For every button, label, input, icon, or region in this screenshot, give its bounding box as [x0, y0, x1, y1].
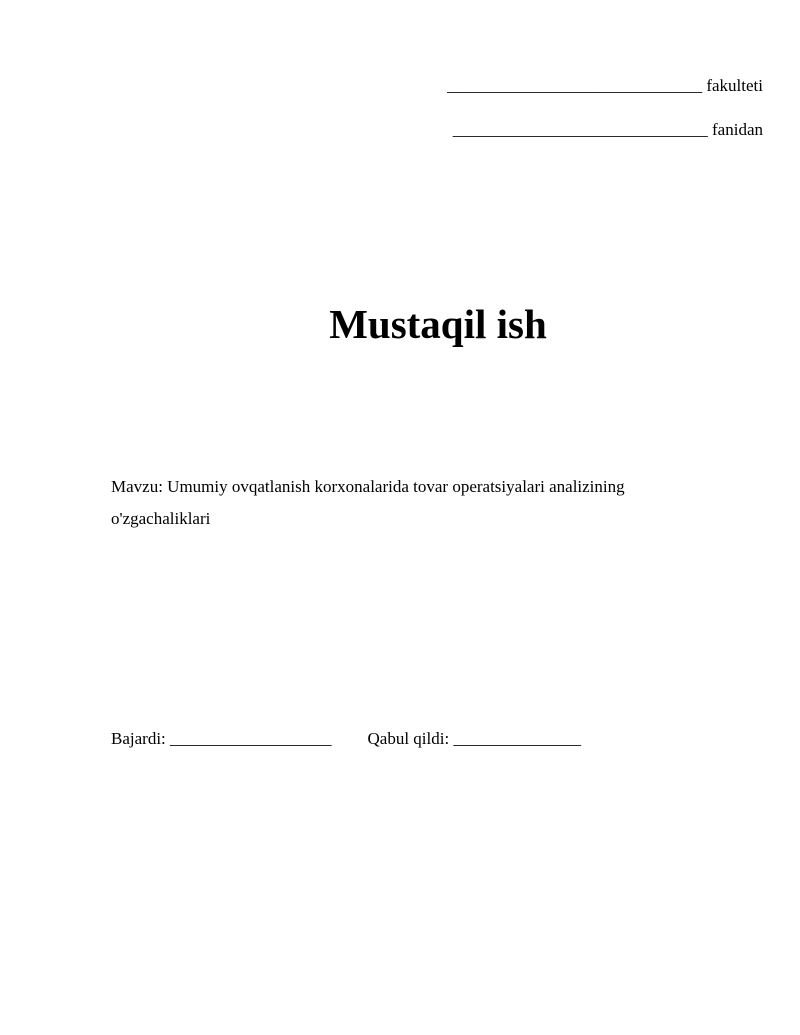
topic-block	[111, 471, 691, 535]
performer-signature: Bajardi: ___________________	[111, 729, 332, 748]
faculty-line: ______________________________ fakulteti	[447, 76, 763, 95]
signature-row	[111, 729, 581, 749]
subject-line: ______________________________ fanidan	[452, 120, 763, 139]
topic-line-1: Mavzu: Umumiy ovqatlanish korxonalarida tovar operatsiyalari analizining	[111, 477, 625, 496]
topic-line-2: o'zgachaliklari	[111, 509, 211, 528]
document-title: Mustaqil ish	[329, 301, 547, 347]
receiver-signature: Qabul qildi: _______________	[367, 729, 581, 748]
